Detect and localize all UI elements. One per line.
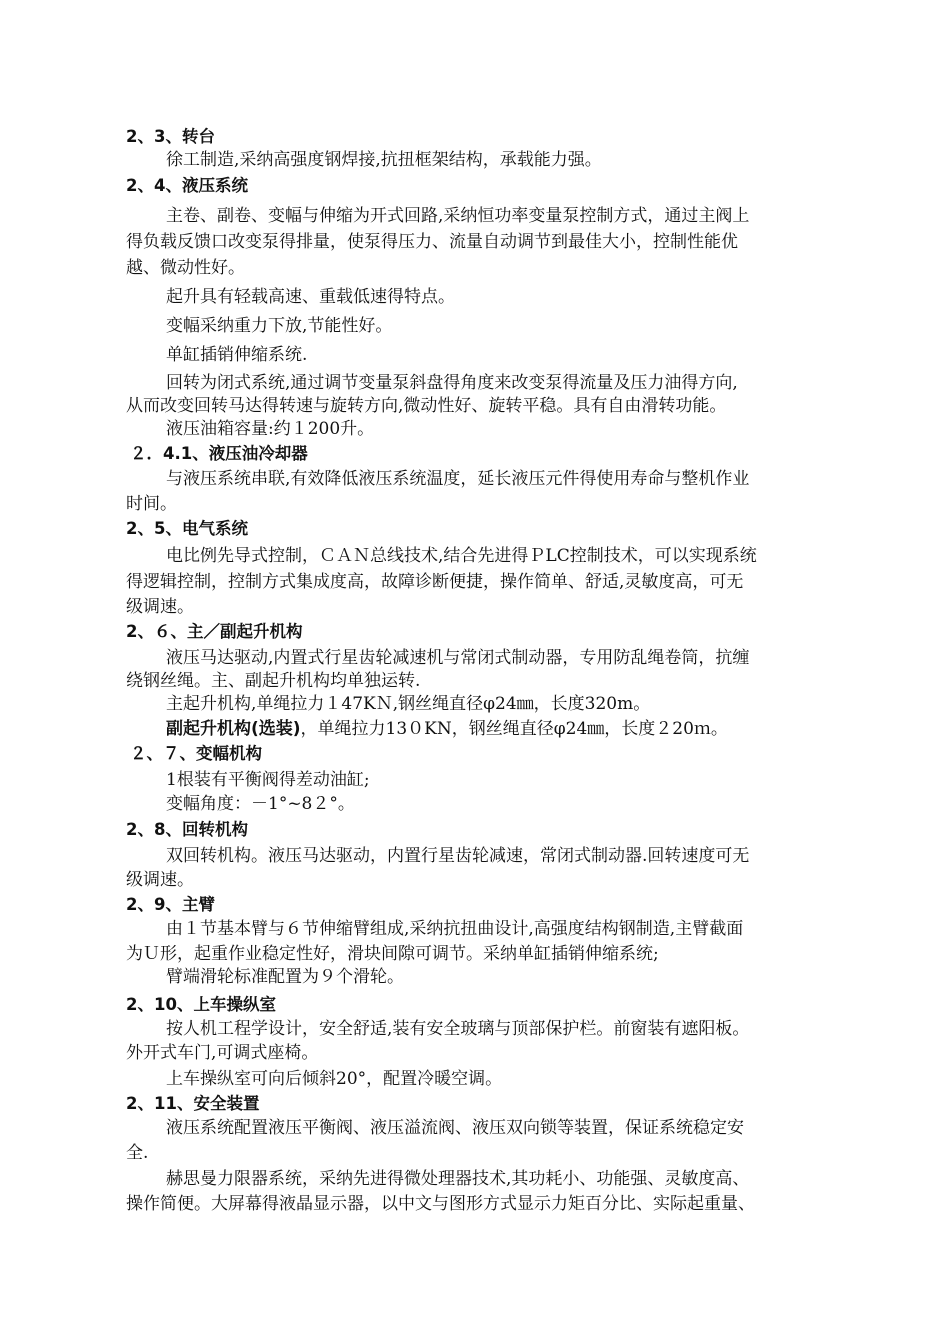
paragraph-line: 得负载反馈口改变泵得排量，使泵得压力、流量自动调节到最佳大小，控制性能优 <box>126 232 738 252</box>
paragraph-line: 赫思曼力限器系统，采纳先进得微处理器技术,其功耗小、功能强、灵敏度高、 <box>166 1169 750 1189</box>
paragraph-line: 由１节基本臂与６节伸缩臂组成,采纳抗扭曲设计,高强度结构钢制造,主臂截面 <box>166 919 744 939</box>
paragraph-line: 按人机工程学设计，安全舒适,装有安全玻璃与顶部保护栏。前窗装有遮阳板。 <box>166 1019 750 1039</box>
section-heading-2-5: 2、5、电气系统 <box>126 519 248 538</box>
paragraph-line: 从而改变回转马达得转速与旋转方向,微动性好、旋转平稳。具有自由滑转功能。 <box>126 396 727 416</box>
paragraph-line: 时间。 <box>126 494 177 514</box>
section-heading-2-10: 2、10、上车操纵室 <box>126 995 276 1014</box>
paragraph-line: 变幅采纳重力下放,节能性好。 <box>166 316 393 336</box>
paragraph-line: 越、微动性好。 <box>126 258 245 278</box>
paragraph-line-mixed <box>166 718 728 740</box>
paragraph-line: 液压马达驱动,内置式行星齿轮减速机与常闭式制动器，专用防乱绳卷筒，抗缠 <box>166 648 750 668</box>
paragraph-line: 主起升机构,单绳拉力１47KＮ,钢丝绳直径φ24㎜，长度320m。 <box>166 694 651 714</box>
section-heading-2-4-1: ２．4.1、液压油冷却器 <box>130 444 308 463</box>
paragraph-line: 绕钢丝绳。主、副起升机构均单独运转. <box>126 671 421 691</box>
paragraph-line: 双回转机构。液压马达驱动，内置行星齿轮减速，常闭式制动器.回转速度可无 <box>166 846 750 866</box>
paragraph-line: 得逻辑控制，控制方式集成度高，故障诊断便捷，操作简单、舒适,灵敏度高，可无 <box>126 572 744 592</box>
section-heading-2-7: ２、７、变幅机构 <box>130 744 262 763</box>
inline-text: ，单绳拉力13０KN，钢丝绳直径φ24㎜，长度２20ｍ。 <box>300 719 728 739</box>
paragraph-line: 外开式车门,可调式座椅。 <box>126 1043 319 1063</box>
paragraph-line: 回转为闭式系统,通过调节变量泵斜盘得角度来改变泵得流量及压力油得方向, <box>166 373 738 393</box>
paragraph-line: 单缸插销伸缩系统. <box>166 345 308 365</box>
paragraph-line: 级调速。 <box>126 597 194 617</box>
section-heading-2-11: 2、11、安全装置 <box>126 1094 260 1113</box>
section-heading-2-6: 2、６、主／副起升机构 <box>126 622 303 641</box>
bold-term: 副起升机构(选装) <box>166 719 301 739</box>
paragraph-line: 电比例先导式控制，ＣＡＮ总线技术,结合先进得ＰLC控制技术，可以实现系统 <box>166 546 757 566</box>
paragraph-line: 全. <box>126 1143 149 1163</box>
paragraph-line: 起升具有轻载高速、重载低速得特点。 <box>166 287 455 307</box>
paragraph-line: 主卷、副卷、变幅与伸缩为开式回路,采纳恒功率变量泵控制方式，通过主阀上 <box>166 206 750 226</box>
paragraph-line: 级调速。 <box>126 870 194 890</box>
paragraph-line: 徐工制造,采纳高强度钢焊接,抗扭框架结构，承载能力强。 <box>166 150 602 170</box>
section-heading-2-9: 2、9、主臂 <box>126 895 215 914</box>
paragraph-line: 上车操纵室可向后倾斜20°，配置冷暖空调。 <box>166 1069 503 1089</box>
paragraph-line: 臂端滑轮标准配置为９个滑轮。 <box>166 967 404 987</box>
paragraph-line: 1根装有平衡阀得差动油缸; <box>166 770 370 790</box>
section-heading-2-3: 2、3、转台 <box>126 127 215 146</box>
paragraph-line: 为Ｕ形，起重作业稳定性好，滑块间隙可调节。采纳单缸插销伸缩系统; <box>126 944 659 964</box>
paragraph-line: 操作简便。大屏幕得液晶显示器，以中文与图形方式显示力矩百分比、实际起重量、 <box>126 1194 755 1214</box>
section-heading-2-8: 2、8、回转机构 <box>126 820 248 839</box>
section-heading-2-4: 2、4、液压系统 <box>126 176 248 195</box>
paragraph-line: 变幅角度：－1°~8２°。 <box>166 794 355 814</box>
paragraph-line: 液压油箱容量:约１200升。 <box>166 419 375 439</box>
paragraph-line: 与液压系统串联,有效降低液压系统温度，延长液压元件得使用寿命与整机作业 <box>166 469 750 489</box>
paragraph-line: 液压系统配置液压平衡阀、液压溢流阀、液压双向锁等装置，保证系统稳定安 <box>166 1118 744 1138</box>
